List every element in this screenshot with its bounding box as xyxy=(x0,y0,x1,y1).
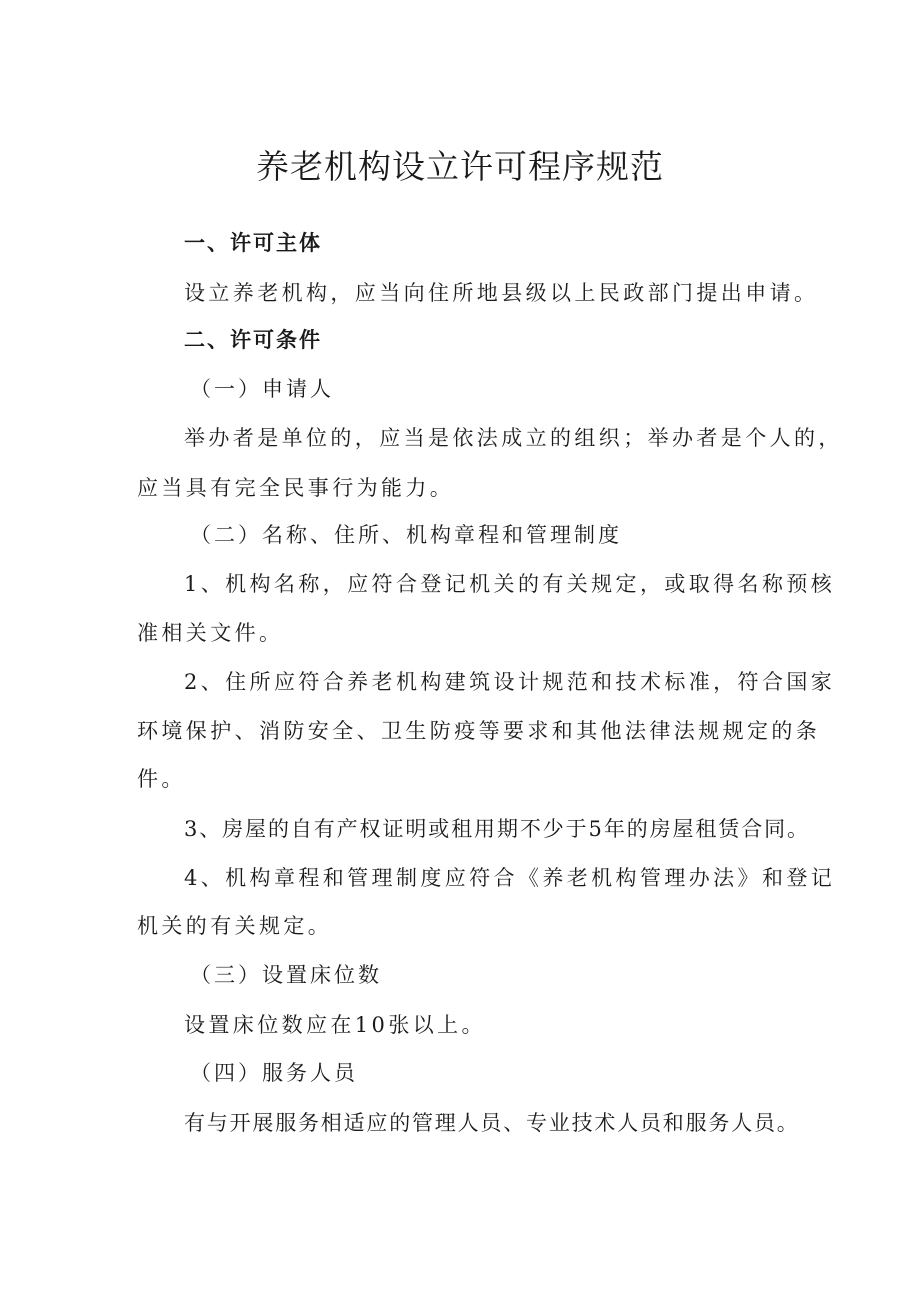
subsection-heading-4: （四）服务人员 xyxy=(190,1061,358,1085)
section-heading-2: 二、许可条件 xyxy=(184,328,322,352)
subsection-heading-2: （二）名称、住所、机构章程和管理制度 xyxy=(190,523,622,547)
list-item-line: 3、房屋的自有产权证明或租用期不少于5年的房屋租赁合同。 xyxy=(184,817,810,841)
section-heading-1: 一、许可主体 xyxy=(184,231,322,255)
paragraph-line: 设置床位数应在10张以上。 xyxy=(184,1013,486,1037)
subsection-heading-1: （一）申请人 xyxy=(190,377,334,401)
list-item-line: 1、机构名称，应符合登记机关的有关规定，或取得名称预核 xyxy=(184,572,836,596)
paragraph-line: 有与开展服务相适应的管理人员、专业技术人员和服务人员。 xyxy=(184,1111,800,1135)
list-item-line: 2、住所应符合养老机构建筑设计规范和技术标准，符合国家 xyxy=(184,670,836,694)
document-title: 养老机构设立许可程序规范 xyxy=(256,147,664,186)
section-paragraph: 设立养老机构，应当向住所地县级以上民政部门提出申请。 xyxy=(184,281,819,305)
paragraph-line: 举办者是单位的，应当是依法成立的组织；举办者是个人的， xyxy=(184,426,843,450)
list-item-line: 4、机构章程和管理制度应符合《养老机构管理办法》和登记 xyxy=(184,866,836,890)
subsection-heading-3: （三）设置床位数 xyxy=(190,963,382,987)
list-item-line: 环境保护、消防安全、卫生防疫等要求和其他法律法规规定的条 xyxy=(137,719,821,743)
paragraph-line: 应当具有完全民事行为能力。 xyxy=(137,476,455,500)
list-item-line: 件。 xyxy=(137,767,186,791)
list-item-line: 准相关文件。 xyxy=(137,621,284,645)
list-item-line: 机关的有关规定。 xyxy=(137,914,333,938)
